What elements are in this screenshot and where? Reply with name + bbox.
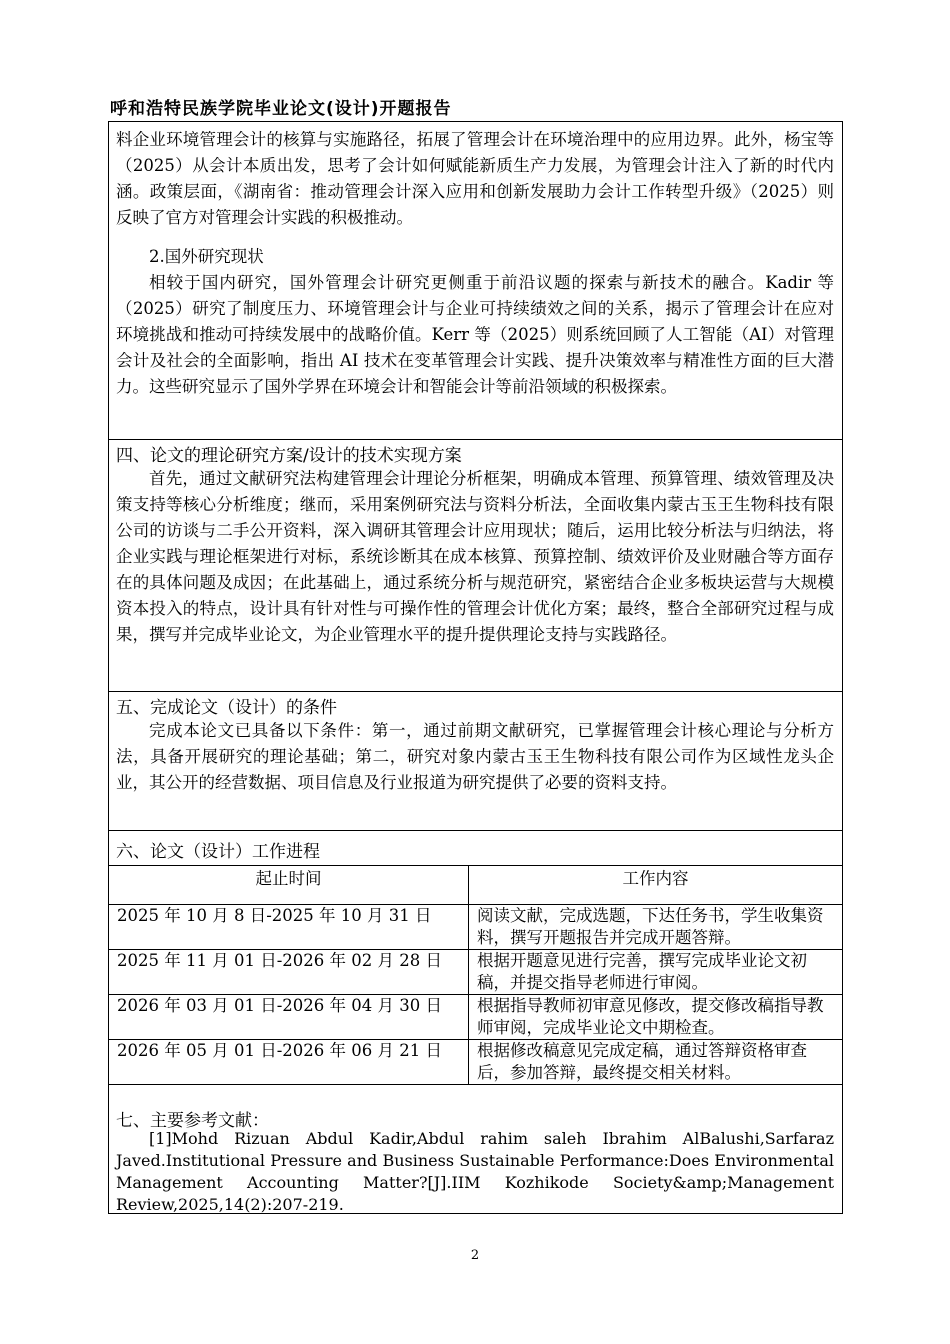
row-content: 根据修改稿意见完成定稿，通过答辩资格审查后，参加答辩，最终提交相关材料。 [469,1040,843,1085]
table-row [109,905,843,950]
page-number: 2 [470,1248,480,1263]
row-time: 2026 年 03 月 01 日-2026 年 04 月 30 日 [109,995,469,1040]
section3-paragraph-domestic: 料企业环境管理会计的核算与实施路径，拓展了管理会计在环境治理中的应用边界。此外，杨宝等（2025）从会计本质出发，思考了会计如何赋能新质生产力发展，为管理会计注入了新的时代内涵。政策层面，《湖南省：推动管理会计深入应用和创新发展助力会计工作转型升级》（2025）则反映了官方对管理会计实践的积极推动。 [116,130,834,227]
page-header: 呼和浩特民族学院毕业论文(设计)开题报告 [110,94,843,122]
section4-title: 四、论文的理论研究方案/设计的技术实现方案 [116,446,462,466]
row-time: 2025 年 11 月 01 日-2026 年 02 月 28 日 [109,950,469,995]
header-content: 工作内容 [469,866,843,905]
header-time: 起止时间 [109,866,469,905]
section5-body: 完成本论文已具备以下条件：第一，通过前期文献研究，已掌握管理会计核心理论与分析方法，具备开展研究的理论基础；第二，研究对象内蒙古玉王生物科技有限公司作为区域性龙头企业，其公开的经营数据、项目信息及行业报道为研究提供了必要的资料支持。 [116,721,834,792]
row-content: 根据开题意见进行完善，撰写完成毕业论文初稿，并提交指导老师进行审阅。 [469,950,843,995]
section6-title: 六、论文（设计）工作进程 [116,842,320,862]
divider-section4 [108,439,843,440]
section5-title: 五、完成论文（设计）的条件 [116,698,337,718]
table-row [109,1040,843,1085]
divider-section5 [108,691,843,692]
row-time: 2026 年 05 月 01 日-2026 年 06 月 21 日 [109,1040,469,1085]
reference-item: [1]Mohd Rizuan Abdul Kadir,Abdul rahim saleh Ibrahim AlBalushi,Sarfaraz Javed.Institutional Pressure and Business Sustainable Performance:Does Environmental Management Accounting Matter?[J].IIM Kozhikode Society&amp;Management Review,2025,14(2):207-219. [116,1129,834,1214]
section4-body: 首先，通过文献研究法构建管理会计理论分析框架，明确成本管理、预算管理、绩效管理及决策支持等核心分析维度；继而，采用案例研究法与资料分析法，全面收集内蒙古玉王生物科技有限公司的访谈与二手公开资料，深入调研其管理会计应用现状；随后，运用比较分析法与归纳法，将企业实践与理论框架进行对标，系统诊断其在成本核算、预算控制、绩效评价及业财融合等方面存在的具体问题及成因；在此基础上，通过系统分析与规范研究，紧密结合企业多板块运营与大规模资本投入的特点，设计具有针对性与可操作性的管理会计优化方案；最终，整合全部研究过程与成果，撰写并完成毕业论文，为企业管理水平的提升提供理论支持与实践路径。 [116,469,834,644]
table-row [109,995,843,1040]
row-content: 根据指导教师初审意见修改，提交修改稿指导教师审阅，完成毕业论文中期检查。 [469,995,843,1040]
section3-paragraph-foreign: 相较于国内研究，国外管理会计研究更侧重于前沿议题的探索与新技术的融合。Kadir 等（2025）研究了制度压力、环境管理会计与企业可持续绩效之间的关系，揭示了管理会计在应对环境挑战和推动可持续发展中的战略价值。Kerr 等（2025）则系统回顾了人工智能（AI）对管理会计及社会的全面影响，指出 AI 技术在变革管理会计实践、提升决策效率与精准性方面的巨大潜力。这些研究显示了国外学界在环境会计和智能会计等前沿领域的积极探索。 [116,273,834,396]
section3-subheading-foreign: 2.国外研究现状 [149,247,264,266]
table-row [109,950,843,995]
row-content: 阅读文献，完成选题，下达任务书，学生收集资料，撰写开题报告并完成开题答辩。 [469,905,843,950]
schedule-table [108,865,843,1085]
section7-title: 七、主要参考文献： [116,1111,269,1131]
row-time: 2025 年 10 月 8 日-2025 年 10 月 31 日 [109,905,469,950]
schedule-header-row [109,866,843,905]
divider-section6 [108,830,843,831]
